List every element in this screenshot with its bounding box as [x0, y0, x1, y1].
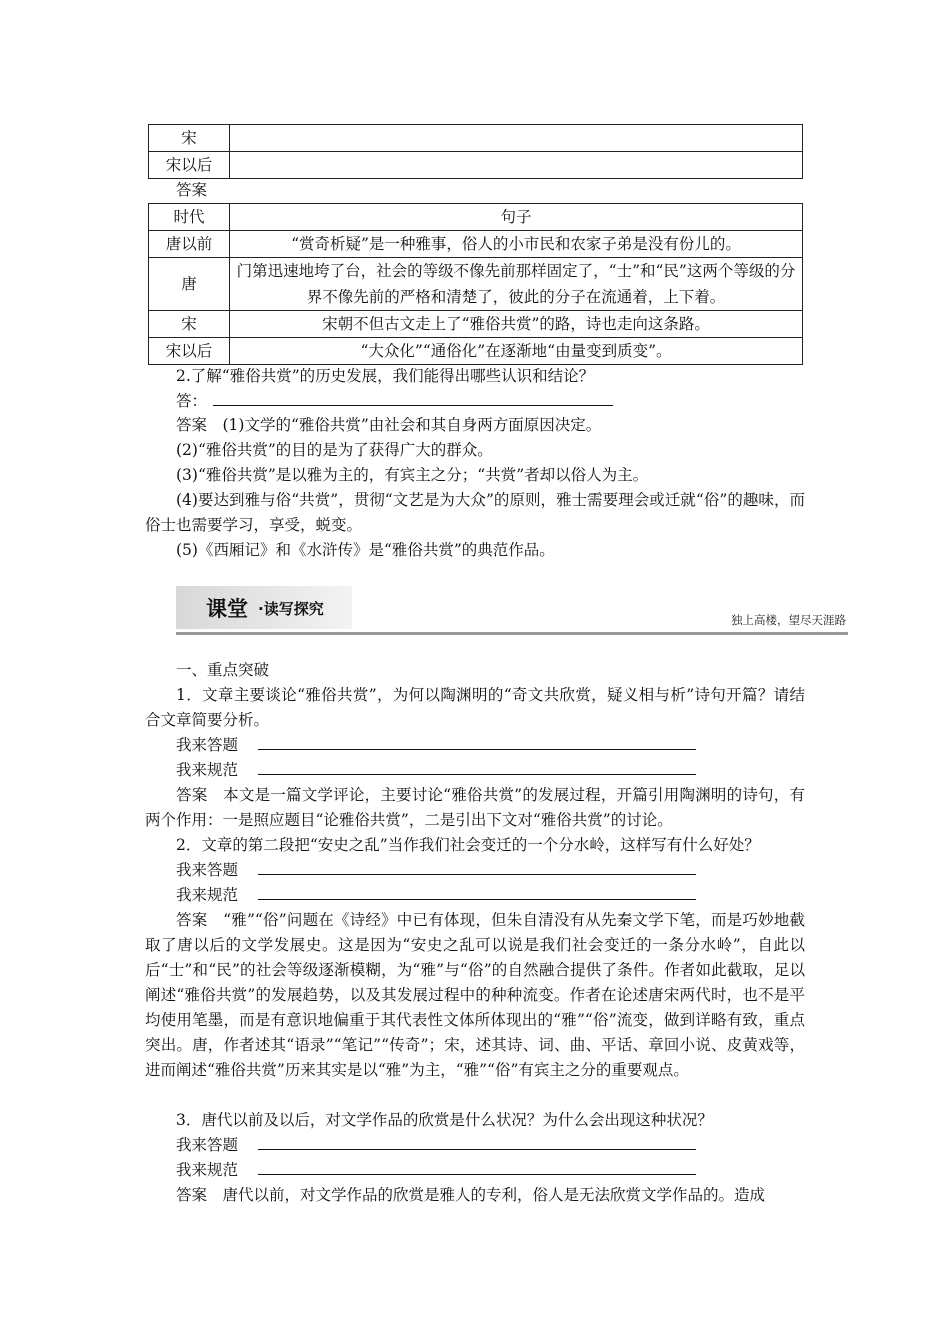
my-norm-blank[interactable]: [258, 883, 696, 900]
my-norm-label: 我来规范: [176, 761, 239, 779]
question-1: 1．文章主要谈论“雅俗共赏”，为何以陶渊明的“奇文共欣赏，疑义相与析”诗句开篇？请结合文章简要分析。: [145, 686, 805, 729]
table-header-row: [149, 204, 803, 231]
table-cell-era: 唐: [149, 258, 230, 311]
my-answer-label: 我来答题: [176, 736, 239, 754]
table-header-era: 时代: [149, 204, 230, 231]
my-norm-row: [176, 883, 696, 907]
answer-line: (3)“雅俗共赏”是以雅为主的，有宾主之分；“共赏”者却以俗人为主。: [176, 466, 649, 484]
answer-line: (5)《西厢记》和《水浒传》是“雅俗共赏”的典范作品。: [176, 541, 555, 559]
table-row: [149, 311, 803, 338]
table-cell-sentence: [230, 125, 803, 152]
era-sentence-answer-table: [148, 203, 803, 365]
table-cell-era: 宋: [149, 311, 230, 338]
section-heading: 一、重点突破: [176, 661, 270, 679]
table-header-sentence: 句子: [230, 204, 803, 231]
table-cell-sentence: 门第迅速地垮了台，社会的等级不像先前那样固定了，“士”和“民”这两个等级的分界不像先前的严格和清楚了，彼此的分子在流通着，上下着。: [230, 258, 803, 311]
my-answer-blank[interactable]: [258, 1133, 696, 1150]
question-3: 3．唐代以前及以后，对文学作品的欣赏是什么状况？为什么会出现这种状况？: [176, 1111, 713, 1129]
answer-1: 答案 本文是一篇文学评论，主要讨论“雅俗共赏”的发展过程，开篇引用陶渊明的诗句，有两个作用：一是照应题目“论雅俗共赏”，二是引出下文对“雅俗共赏”的讨论。: [145, 786, 805, 829]
era-sentence-blank-table: [148, 124, 803, 179]
banner-slogan: 独上高楼，望尽天涯路: [731, 613, 846, 627]
answer-line: (2)“雅俗共赏”的目的是为了获得广大的群众。: [176, 441, 493, 459]
my-norm-blank[interactable]: [258, 1158, 696, 1175]
table-row: [149, 125, 803, 152]
my-norm-blank[interactable]: [258, 758, 696, 775]
my-norm-row: [176, 758, 696, 782]
my-answer-label: 我来答题: [176, 1136, 239, 1154]
my-answer-row: [176, 1133, 696, 1157]
answer-line: (4)要达到雅与俗“共赏”，贯彻“文艺是为大众”的原则，雅士需要理会或迁就“俗”的趣味，而俗士也需要学习，享受，蜕变。: [145, 491, 805, 534]
table-cell-era: 唐以前: [149, 231, 230, 258]
table-cell-sentence: “赏奇析疑”是一种雅事，俗人的小市民和农家子弟是没有份儿的。: [230, 231, 803, 258]
table-cell-era: 宋: [149, 125, 230, 152]
answer-blank-line[interactable]: [213, 389, 613, 406]
table-cell-era: 宋以后: [149, 152, 230, 179]
my-norm-label: 我来规范: [176, 1161, 239, 1179]
banner-subtitle: ·读写探究: [258, 600, 324, 618]
table-row: [149, 152, 803, 179]
answer-line: 答案 (1)文学的“雅俗共赏”由社会和其自身两方面原因决定。: [176, 416, 602, 434]
table-row: [149, 258, 803, 311]
table-cell-sentence: [230, 152, 803, 179]
my-norm-row: [176, 1158, 696, 1182]
my-norm-label: 我来规范: [176, 886, 239, 904]
section-banner: [176, 586, 848, 635]
answer-2: 答案 “雅”“俗”问题在《诗经》中已有体现，但朱自清没有从先秦文学下笔，而是巧妙地截取了唐以后的文学发展史。这是因为“安史之乱可以说是我们社会变迁的一条分水岭”，自此以后“士”和“民”的社会等级逐渐模糊，为“雅”与“俗”的自然融合提供了条件。作者如此截取，足以阐述“雅俗共赏”的发展趋势，以及其发展过程中的种种流变。作者在论述唐宋两代时，也不是平均使用笔墨，而是有意识地偏重于其代表性文体所体现出的“雅”“俗”流变，做到详略有致，重点突出。唐，作者述其“语录”“笔记”“传奇”；宋，述其诗、词、曲、平话、章回小说、皮黄戏等，进而阐述“雅俗共赏”历来其实是以“雅”为主，“雅”“俗”有宾主之分的重要观点。: [145, 911, 805, 1079]
table-row: [149, 338, 803, 365]
answer-3: 答案 唐代以前，对文学作品的欣赏是雅人的专利，俗人是无法欣赏文学作品的。造成: [176, 1186, 766, 1204]
table-cell-era: 宋以后: [149, 338, 230, 365]
question-2-section: 2．文章的第二段把“安史之乱”当作我们社会变迁的一个分水岭，这样写有什么好处？: [176, 836, 760, 854]
table-cell-sentence: 宋朝不但古文走上了“雅俗共赏”的路，诗也走向这条路。: [230, 311, 803, 338]
my-answer-row: [176, 733, 696, 757]
question-2: 2.了解“雅俗共赏”的历史发展，我们能得出哪些认识和结论？: [176, 367, 595, 385]
table-cell-sentence: “大众化”“通俗化”在逐渐地“由量变到质变”。: [230, 338, 803, 365]
my-answer-label: 我来答题: [176, 861, 239, 879]
answer-prompt: 答：: [176, 392, 208, 410]
table-row: [149, 231, 803, 258]
banner-title: 课堂: [206, 597, 248, 621]
my-answer-row: [176, 858, 696, 882]
my-answer-blank[interactable]: [258, 733, 696, 750]
answer-prompt-row: [176, 389, 613, 413]
answer-label: 答案: [176, 181, 208, 199]
my-answer-blank[interactable]: [258, 858, 696, 875]
